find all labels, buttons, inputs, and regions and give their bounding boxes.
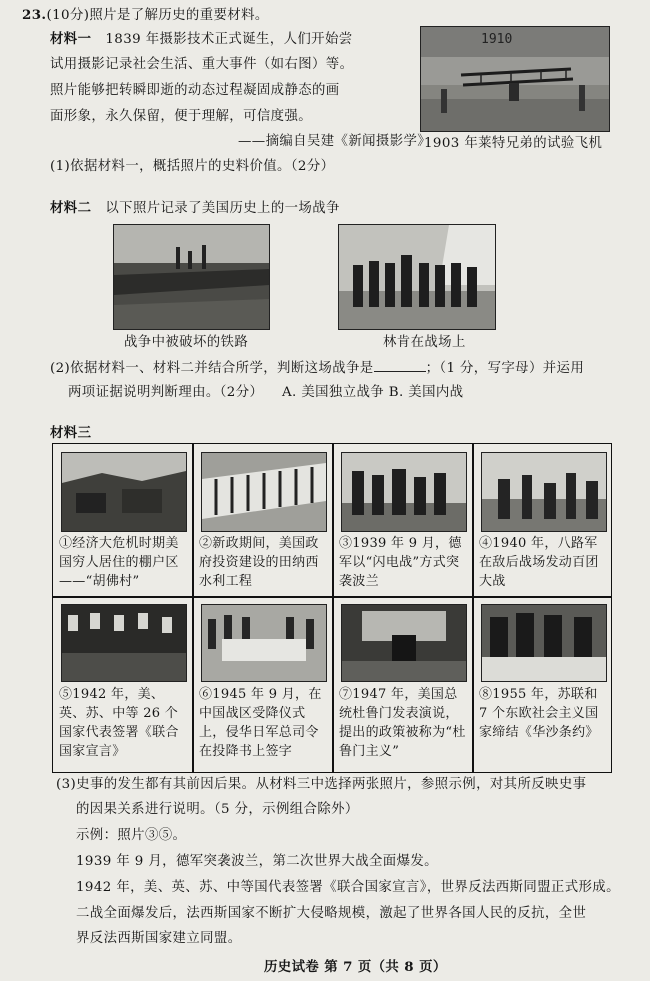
lincoln-battlefield-illustration: [339, 225, 495, 329]
q1-prompt: (1)依据材料一，概括照片的史料价值。（2分）: [50, 159, 335, 174]
caption-8: ⑧1955 年，苏联和 7 个东欧社会主义国家缔结《华沙条约》: [479, 687, 599, 740]
railway-caption: 战争中被破坏的铁路: [124, 335, 249, 350]
blitzkrieg-poland-photo: [341, 452, 467, 532]
wright-airplane-photo: [420, 26, 610, 132]
m1-label: 材料一: [50, 31, 92, 47]
m1-line-3: 照片能够把转瞬即逝的动态过程凝固成静态的画: [50, 83, 340, 98]
caption-4: ④1940 年，八路军在敌后战场发动百团大战: [479, 536, 599, 589]
un-declaration-photo: [61, 604, 187, 682]
surrender-ceremony-photo: [201, 604, 327, 682]
q2-answer-blank[interactable]: [374, 359, 426, 372]
question-points: (10分): [46, 8, 90, 23]
m2-intro: 以下照片记录了美国历史上的一场战争: [105, 201, 340, 216]
m3-photo-grid: [52, 443, 612, 773]
q3-example-line-2: 1942 年，美、英、苏、中等国代表签署《联合国家宣言》，世界反法西斯同盟正式形成。: [76, 880, 620, 895]
question-header: [22, 6, 269, 25]
page-footer: 历史试卷 第 7 页（共 8 页）: [264, 959, 447, 975]
m1-line-1: 材料一 1839 年摄影技术正式诞生，人们开始尝: [50, 31, 353, 47]
wright-airplane-caption: 1903 年莱特兄弟的试验飞机: [424, 136, 603, 151]
photo-date-stamp: 1910: [481, 32, 513, 47]
q3-line-2: 的因果关系进行说明。（5 分，示例组合除外）: [76, 802, 359, 817]
q2-options: A. 美国独立战争 B. 美国内战: [281, 385, 464, 400]
q3-line-1: (3)史事的发生都有其前因后果。从材料三中选择两张照片，参照示例，对其所反映史事: [56, 777, 587, 792]
tva-dam-photo: [201, 452, 327, 532]
m2-intro-line: [50, 199, 340, 218]
caption-7: ⑦1947 年，美国总统杜鲁门发表演说，提出的政策被称为“杜鲁门主义”: [339, 687, 466, 759]
caption-6: ⑥1945 年 9 月，在中国战区受降仪式上，侵华日军总司令在投降书上签字: [199, 687, 322, 759]
warsaw-pact-photo: [481, 604, 607, 682]
caption-3: ③1939 年 9 月，德军以“闪电战”方式突袭波兰: [339, 536, 462, 589]
lincoln-caption: 林肯在战场上: [383, 335, 466, 350]
m1-line-2: 试用摄影记录社会生活、重大事件（如右图）等。: [50, 57, 354, 72]
hooverville-photo: [61, 452, 187, 532]
caption-1: ①经济大危机时期美国穷人居住的棚户区——“胡佛村”: [59, 536, 179, 589]
m1-source: ——摘编自吴建《新闻摄影学》: [238, 134, 432, 149]
caption-5: ⑤1942 年，美、英、苏、中等 26 个国家代表签署《联合国家宣言》: [59, 687, 179, 759]
question-number: 23.: [22, 7, 47, 23]
q3-example-line-3: 二战全面爆发后，法西斯国家不断扩大侵略规模，激起了世界各国人民的反抗，全世: [76, 906, 587, 921]
m2-label: 材料二: [50, 200, 92, 216]
q2-line-2: 两项证据说明判断理由。（2分） A. 美国独立战争 B. 美国内战: [68, 385, 464, 400]
lincoln-battlefield-photo: [338, 224, 496, 330]
q3-example-line-1: 1939 年 9 月，德军突袭波兰，第二次世界大战全面爆发。: [76, 854, 438, 869]
question-stem: 照片是了解历史的重要材料。: [89, 8, 269, 23]
m3-label: 材料三: [50, 425, 92, 441]
destroyed-railway-photo: [113, 224, 270, 330]
destroyed-railway-illustration: [114, 225, 269, 329]
q3-example-label: 示例：照片③⑤。: [76, 828, 187, 843]
wright-airplane-illustration: [421, 27, 609, 131]
m1-line-4: 面形象，永久保留，便于理解，可信度强。: [50, 109, 313, 124]
q3-example-line-4: 界反法西斯国家建立同盟。: [76, 931, 242, 946]
caption-2: ②新政期间，美国政府投资建设的田纳西水利工程: [199, 536, 319, 589]
q2-line-1: (2)依据材料一、材料二并结合所学，判断这场战争是 ；（1 分，写字母）并运用: [50, 361, 585, 376]
hundred-regiments-photo: [481, 452, 607, 532]
truman-doctrine-photo: [341, 604, 467, 682]
